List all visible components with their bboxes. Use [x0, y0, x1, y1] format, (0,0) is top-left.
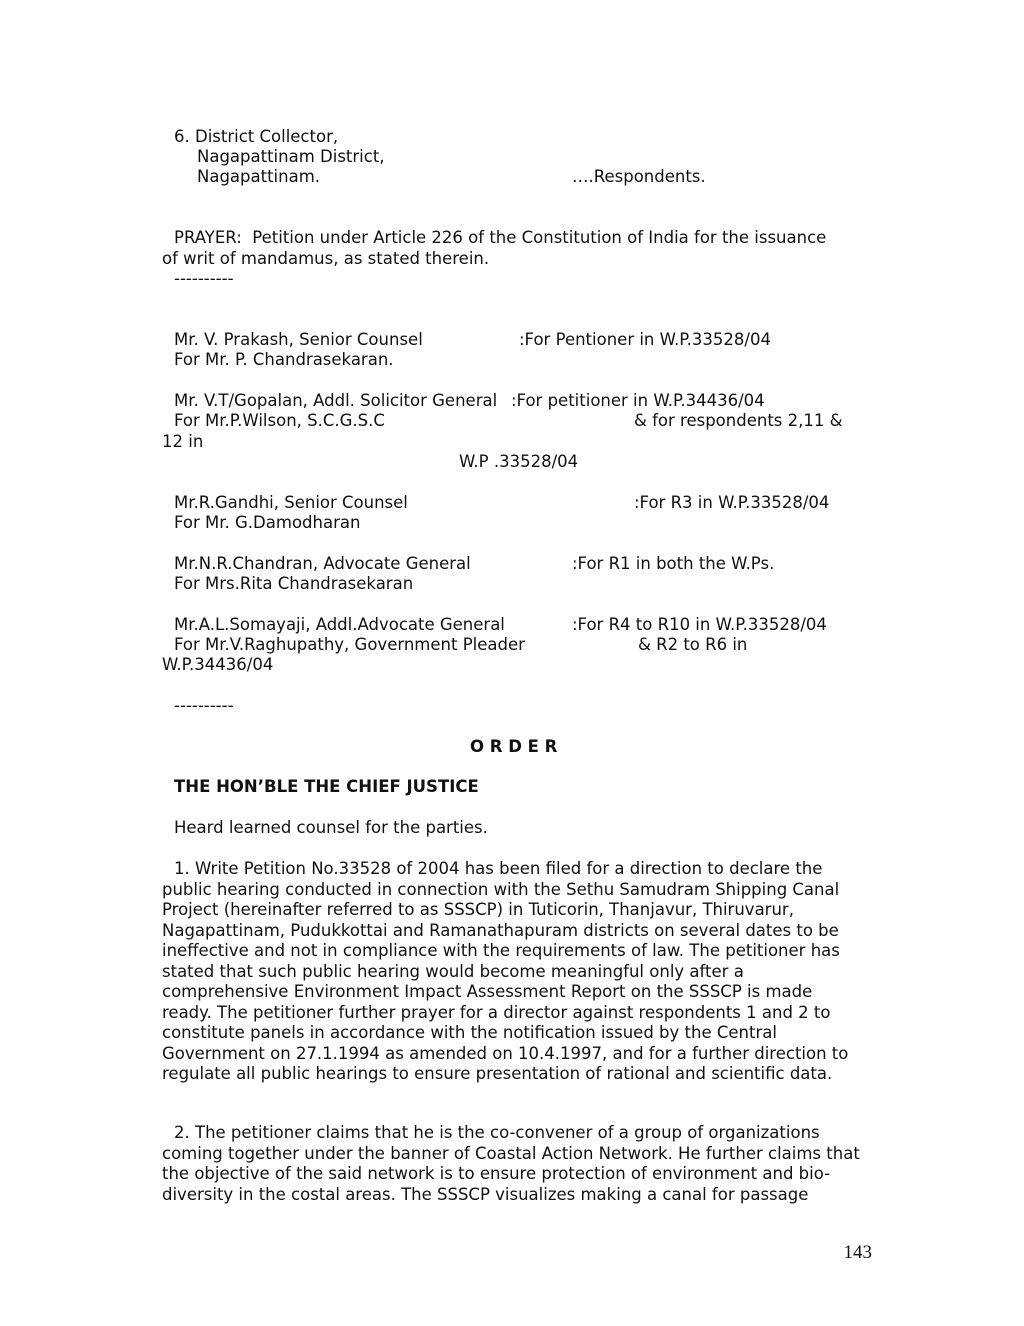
page-number: 143	[843, 1242, 872, 1263]
counsel-1-sub: For Mr. P. Chandrasekaran.	[174, 350, 394, 369]
counsel-3-name: Mr.R.Gandhi, Senior Counsel	[174, 493, 408, 512]
prayer-line-2: of writ of mandamus, as stated therein.	[162, 249, 490, 268]
counsel-5-for: :For R4 to R10 in W.P.33528/04	[572, 615, 827, 634]
counsel-4-name: Mr.N.R.Chandran, Advocate General	[174, 554, 471, 573]
separator-1: ----------	[174, 269, 234, 288]
separator-2: ----------	[174, 696, 234, 715]
counsel-5-sub: For Mr.V.Raghupathy, Government Pleader	[174, 635, 525, 654]
counsel-2-name: Mr. V.T/Gopalan, Addl. Solicitor General	[174, 391, 498, 410]
counsel-2-sub: For Mr.P.Wilson, S.C.G.S.C	[174, 411, 385, 430]
order-heading: O R D E R	[470, 737, 558, 756]
counsel-1-for: :For Pentioner in W.P.33528/04	[519, 330, 771, 349]
prayer-line-1: PRAYER: Petition under Article 226 of the Constitution of India for the issuance	[174, 228, 827, 247]
counsel-4-for: :For R1 in both the W.Ps.	[572, 554, 775, 573]
counsel-2-for: :For petitioner in W.P.34436/04	[511, 391, 765, 410]
paragraph-1: 1. Write Petition No.33528 of 2004 has been filed for a direction to declare the public hearing conducted in connection with the Sethu Samudram Shipping Canal Project (hereinafter referred to as SSSCP) in Tuticorin, Thanjavur, Thiruvarur, Nagapattinam, Pudukkottai and Ramanathapuram districts on several dates to be ineffective and not in compliance with the requirements of law. The petitioner has stated that such public hearing would become meaningful only after a comprehensive Environment Impact Assessment Report on the SSSCP is made ready. The petitioner further prayer for a director against respondents 1 and 2 to constitute panels in accordance with the notification issued by the Central Government on 27.1.1994 as amended on 10.4.1997, and for a further direction to regulate all public hearings to ensure presentation of rational and scientific data.	[162, 859, 849, 1083]
counsel-3-for: :For R3 in W.P.33528/04	[634, 493, 830, 512]
counsel-1-name: Mr. V. Prakash, Senior Counsel	[174, 330, 423, 349]
respondents-label: ….Respondents.	[572, 167, 706, 186]
judge-heading: THE HON’BLE THE CHIEF JUSTICE	[174, 777, 479, 796]
counsel-2-for-3: 12 in	[162, 432, 204, 451]
respondent-line-1: 6. District Collector,	[174, 127, 339, 146]
respondent-line-3: Nagapattinam.	[197, 167, 321, 186]
counsel-2-for-2: & for respondents 2,11 &	[634, 411, 843, 430]
counsel-3-sub: For Mr. G.Damodharan	[174, 513, 361, 532]
counsel-5-for-3: W.P.34436/04	[162, 655, 274, 674]
counsel-5-for-2: & R2 to R6 in	[638, 635, 748, 654]
respondent-line-2: Nagapattinam District,	[197, 147, 385, 166]
counsel-5-name: Mr.A.L.Somayaji, Addl.Advocate General	[174, 615, 505, 634]
counsel-4-sub: For Mrs.Rita Chandrasekaran	[174, 574, 414, 593]
counsel-2-for-4: W.P .33528/04	[459, 452, 579, 471]
paragraph-2: 2. The petitioner claims that he is the co-convener of a group of organizations coming together under the banner of Coastal Action Network. He further claims that the objective of the said network is to ensure protection of environment and bio-diversity in the costal areas. The SSSCP visualizes making a canal for passage	[162, 1123, 860, 1204]
heard-line: Heard learned counsel for the parties.	[174, 818, 488, 837]
